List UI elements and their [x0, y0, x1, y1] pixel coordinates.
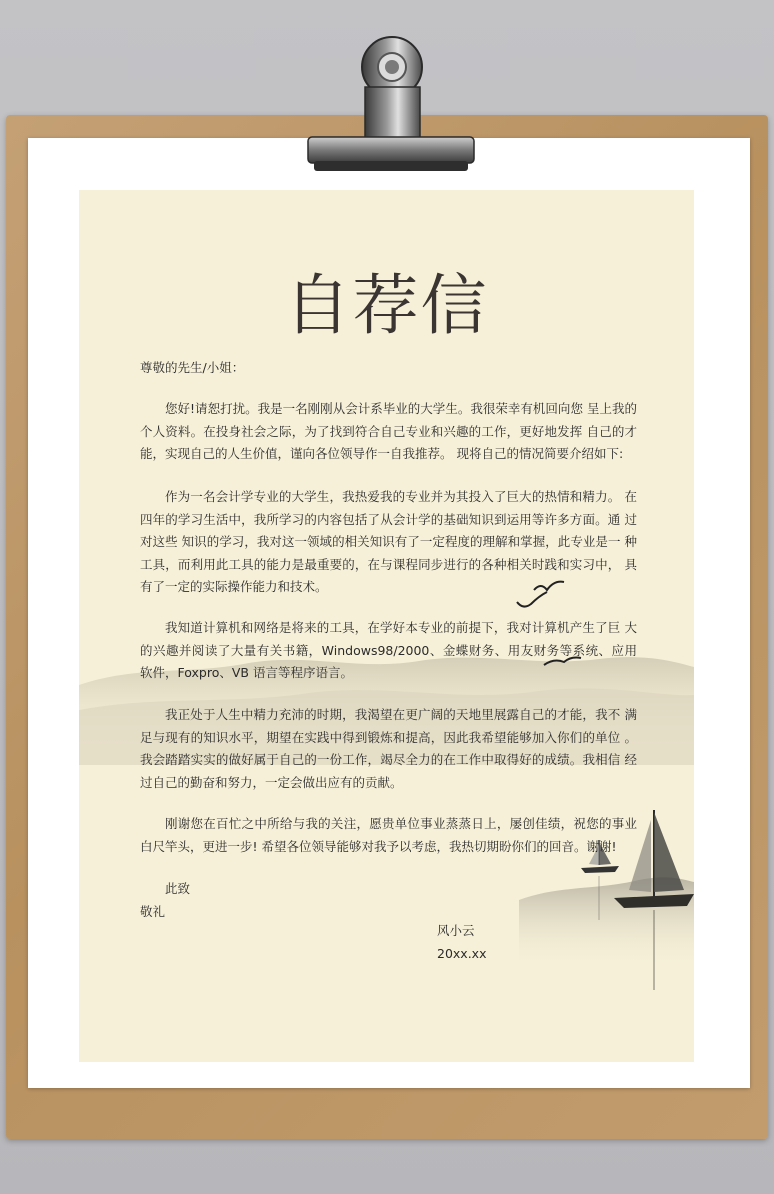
paragraph-thanks: 刚谢您在百忙之中所给与我的关注，愿贵单位事业蒸蒸日上，屡创佳绩，祝您的事业 白尺竿头，更进一步! 希望各位领导能够对我予以考虑，我热切期盼你们的回音。谢谢!	[140, 816, 637, 854]
binder-clip-icon	[300, 25, 480, 180]
paragraph-major: 作为一名会计学专业的大学生，我热爱我的专业并为其投入了巨大的热情和精力。 在四年的学习生活中，我所学习的内容包括了从会计学的基础知识到运用等许多方面。通 过对这些 知识的学习，我对这一领域的相关知识有了一定程度的理解和掌握，此专业是一 种工具，而利用此工具的能力是最重要的，在与课程同步进行的各种相关时践和实习中， 具有了一定的实际操作能力和技术。	[140, 489, 637, 594]
greeting: 尊敬的先生/小姐：	[140, 360, 245, 375]
paragraph-aspiration: 我正处于人生中精力充沛的时期，我渴望在更广阔的天地里展露自己的才能，我不 满足与现有的知识水平，期望在实践中得到锻炼和提高，因此我希望能够加入你们的单位 。我会踏踏实实的做好属于自己的一份工作，竭尽全力的在工作中取得好的成绩。我相信 经过自己的勤奋和努力，一定会做出应有的贡献。	[140, 707, 637, 790]
closing-line-2: 敬礼	[140, 904, 166, 919]
paragraph-intro: 您好!请恕打扰。我是一名刚刚从会计系毕业的大学生。我很荣幸有机回向您 呈上我的个人资料。在投身社会之际，为了找到符合自己专业和兴趣的工作，更好地发挥 自己的才能，实现自己的人生价值，谨向各位领导作一自我推荐。 现将自己的情况简要介绍如下:	[140, 401, 637, 461]
page-title: 自荐信	[284, 267, 489, 344]
closing-line-1: 此致	[165, 881, 191, 896]
signature-date: 20xx.xx	[437, 946, 487, 961]
signature-name: 风小云	[437, 923, 475, 938]
paragraph-computer: 我知道计算机和网络是将来的工具，在学好本专业的前提下，我对计算机产生了巨 大的兴趣并阅读了大量有关书籍，Windows98/2000、金蝶财务、用友财务等系统、应用 软件，Foxpro、VB 语言等程序语言。	[140, 620, 637, 680]
